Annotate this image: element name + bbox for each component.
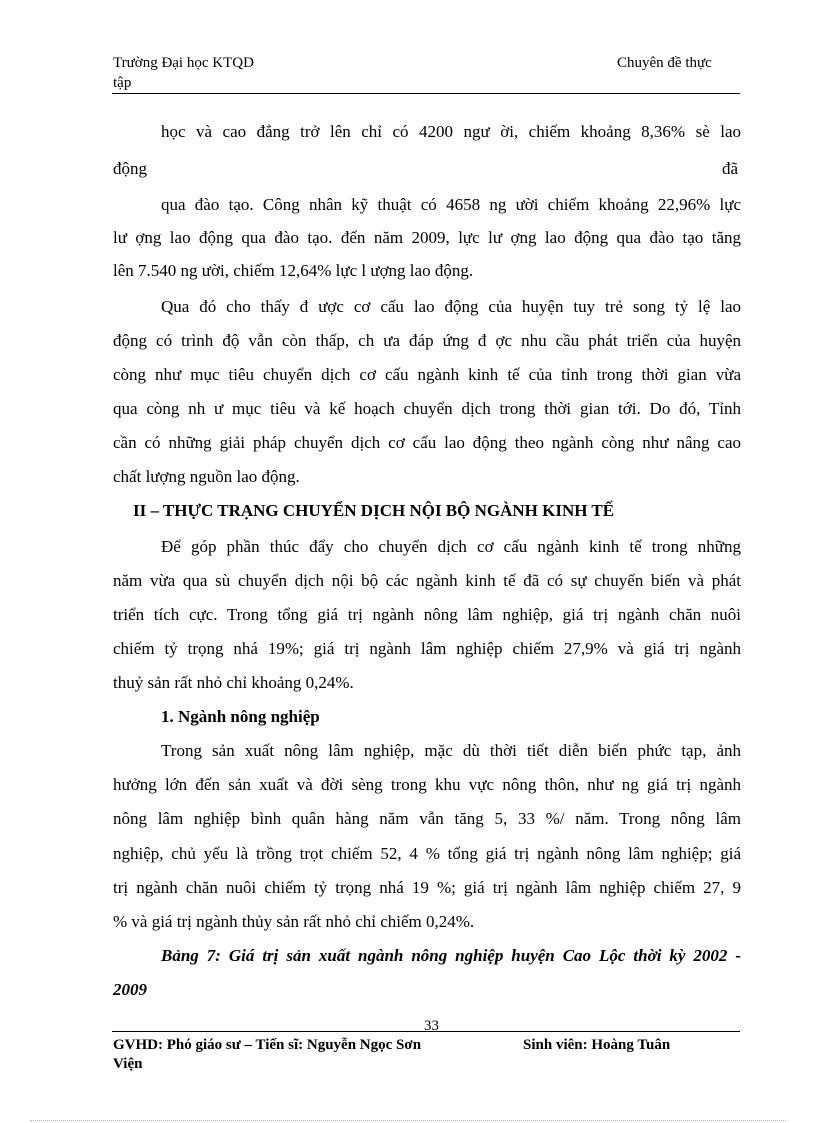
paragraph-line: động có trình độ vẫn còn thấp, ch ưa đáp ứng đ ợc nhu cầu phát triển của huyện (113, 331, 741, 350)
header-divider (112, 93, 740, 94)
footer-supervisor: GVHD: Phó giáo sư – Tiến sĩ: Nguyễn Ngọc Sơn (113, 1037, 422, 1053)
paragraph-line: thuỷ sản rất nhỏ chỉ khoảng 0,24%. (113, 673, 354, 692)
paragraph-line: học và cao đẳng trở lên chỉ có 4200 ngư ời, chiếm khoảng 8,36% sè lao (161, 122, 741, 141)
paragraph-line: qua đào tạo. Công nhân kỹ thuật có 4658 ng ười chiếm khoảng 22,96% lực (161, 195, 741, 214)
footer-divider (112, 1031, 740, 1032)
footer-supervisor-continued: Viện (113, 1056, 143, 1072)
paragraph-line: lên 7.540 ng ười, chiếm 12,64% lực l ượng lao động. (113, 261, 474, 280)
paragraph-line: Qua đó cho thấy đ ược cơ cấu lao động của huyện tuy trẻ song tỷ lệ lao (161, 297, 741, 316)
section-heading: II – THỰC TRẠNG CHUYỂN DỊCH NỘI BỘ NGÀNH KINH TẾ (133, 501, 615, 520)
paragraph-line: trị ngành chăn nuôi chiếm tỷ trọng nhá 19 %; giá trị ngành lâm nghiệp chiếm 27, 9 (113, 878, 741, 897)
table-caption-continued: 2009 (113, 980, 147, 999)
page-number: 33 (424, 1018, 439, 1034)
paragraph-line: qua còng nh ư mục tiêu và kế hoạch chuyển dịch trong thời gian tới. Do đó, Tỉnh (113, 399, 741, 418)
paragraph-line: nghiệp, chủ yếu là trồng trọt chiếm 52, 4 % tổng giá trị ngành nông lâm nghiệp; giá (113, 844, 741, 863)
paragraph-line: còng như mục tiêu chuyển dịch cơ cấu ngành kinh tế của tỉnh trong thời gian vừa (113, 365, 741, 384)
footer-student: Sinh viên: Hoàng Tuân (523, 1037, 671, 1053)
paragraph-line: chiếm tỷ trọng nhá 19%; giá trị ngành lâm nghiệp chiếm 27,9% và giá trị ngành (113, 639, 741, 658)
header-school-name: Trường Đại học KTQD (113, 55, 254, 71)
page-bottom-dotted-border (30, 1120, 786, 1121)
header-document-type-continued: tập (113, 75, 132, 91)
paragraph-line: hưởng lớn đến sản xuất và đời sèng trong khu vực nông thôn, như ng giá trị ngành (113, 775, 741, 794)
header-document-type: Chuyên đề thực (617, 55, 712, 71)
subsection-heading: 1. Ngành nông nghiệp (161, 707, 320, 726)
paragraph-line: triển tích cực. Trong tổng giá trị ngành nông lâm nghiệp, giá trị ngành chăn nuôi (113, 605, 741, 624)
paragraph-line: % và giá trị ngành thủy sản rất nhỏ chỉ chiếm 0,24%. (113, 912, 475, 931)
paragraph-line: chất lượng nguồn lao động. (113, 467, 300, 486)
paragraph-line: năm vừa qua sù chuyển dịch nội bộ các ngành kinh tế đã có sự chuyển biến và phát (113, 571, 741, 590)
paragraph-line: động (113, 159, 147, 178)
paragraph-line: Trong sản xuất nông lâm nghiệp, mặc dù thời tiết diễn biến phức tạp, ảnh (161, 741, 741, 760)
paragraph-line: đã (722, 159, 739, 178)
paragraph-line: cần có những giải pháp chuyển dịch cơ cấu lao động theo ngành còng như nâng cao (113, 433, 741, 452)
paragraph-line: Để góp phần thúc đẩy cho chuyển dịch cơ cấu ngành kinh tế trong những (161, 537, 741, 556)
paragraph-line: nông lâm nghiệp bình quân hàng năm vẫn tăng 5, 33 %/ năm. Trong nông lâm (113, 809, 741, 828)
paragraph-line: lư ợng lao động qua đào tạo. đến năm 2009, lực lư ợng lao động qua đào tạo tăng (113, 228, 741, 247)
table-caption: Bảng 7: Giá trị sản xuất ngành nông nghiệp huyện Cao Lộc thời kỳ 2002 - (161, 946, 741, 965)
